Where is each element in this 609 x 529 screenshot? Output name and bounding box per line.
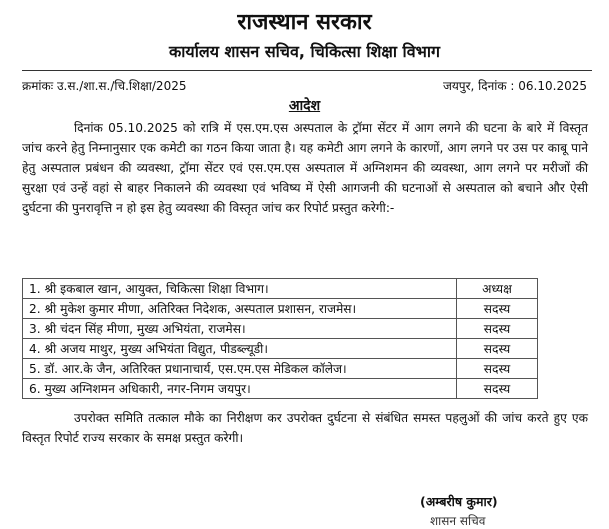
table-row (23, 279, 538, 299)
order-paragraph-1 (22, 118, 588, 218)
table-row (23, 339, 538, 359)
member-role: सदस्य (457, 339, 538, 359)
reference-number: क्रमांकः उ.स./शा.स./चि.शिक्षा/2025 (22, 79, 187, 93)
member-name: 2. श्री मुकेश कुमार मीणा, अतिरिक्त निदेशक, अस्पताल प्रशासन, राजमेस। (23, 299, 457, 319)
member-role: अध्यक्ष (457, 279, 538, 299)
member-role: सदस्य (457, 319, 538, 339)
member-name: 5. डॉ. आर.के जैन, अतिरिक्त प्रधानाचार्य, एस.एम.एस मेडिकल कॉलेज। (23, 359, 457, 379)
committee-members-table (22, 278, 538, 399)
member-name: 1. श्री इकबाल खान, आयुक्त, चिकित्सा शिक्षा विभाग। (23, 279, 457, 299)
member-name: 6. मुख्य अग्निशमन अधिकारी, नगर-निगम जयपुर। (23, 379, 457, 399)
table-row (23, 359, 538, 379)
table-row (23, 379, 538, 399)
member-role: सदस्य (457, 359, 538, 379)
member-name: 4. श्री अजय माथुर, मुख्य अभियंता विद्युत, पीडब्ल्यूडी। (23, 339, 457, 359)
table-row (23, 299, 538, 319)
place-date: जयपुर, दिनांक : 06.10.2025 (442, 79, 587, 93)
government-title: राजस्थान सरकार (237, 10, 372, 35)
order-paragraph-2 (22, 408, 588, 448)
header-divider (22, 70, 592, 71)
table-row (23, 319, 538, 339)
order-paragraph-1-text: दिनांक 05.10.2025 को रात्रि में एस.एम.एस अस्पताल के ट्रॉमा सेंटर में आग लगने की घटना के बारे में विस्तृत जांच करने हेतु निम्नानुसार एक कमेटी का गठन किया जाता है। यह कमेटी आग लगने के कारणों, आग लगने पर उस पर काबू पाने हेतु अस्पताल प्रबंधन की व्यवस्था, ट्रॉमा सेंटर एवं एस.एम.एस अस्पताल में अग्निशमन की व्यवस्था, आग लगने पर मरीजों की सुरक्षा एवं उन्हें वहां से बाहर निकालने की व्यवस्था एवं भविष्य में ऐसी आगजनी की घटनाओं से अस्पताल को बचाने और ऐसी दुर्घटना की पुनरावृत्ति न हो इस हेतु व्यवस्था की विस्तृत जांच कर रिपोर्ट प्रस्तुत करेगी:- (22, 121, 588, 215)
signatory-designation: शासन सचिव (430, 514, 486, 528)
member-role: सदस्य (457, 379, 538, 399)
office-title: कार्यालय शासन सचिव, चिकित्सा शिक्षा विभाग (168, 42, 440, 61)
order-paragraph-2-text: उपरोक्त समिति तत्काल मौके का निरीक्षण कर उपरोक्त दुर्घटना से संबंधित समस्त पहलुओं की जांच करते हुए एक विस्तृत रिपोर्ट राज्य सरकार के समक्ष प्रस्तुत करेगी। (22, 411, 588, 445)
signatory-name: (अम्बरीष कुमार) (420, 494, 498, 509)
member-name: 3. श्री चंदन सिंह मीणा, मुख्य अभियंता, राजमेस। (23, 319, 457, 339)
member-role: सदस्य (457, 299, 538, 319)
order-title: आदेश (288, 98, 321, 114)
